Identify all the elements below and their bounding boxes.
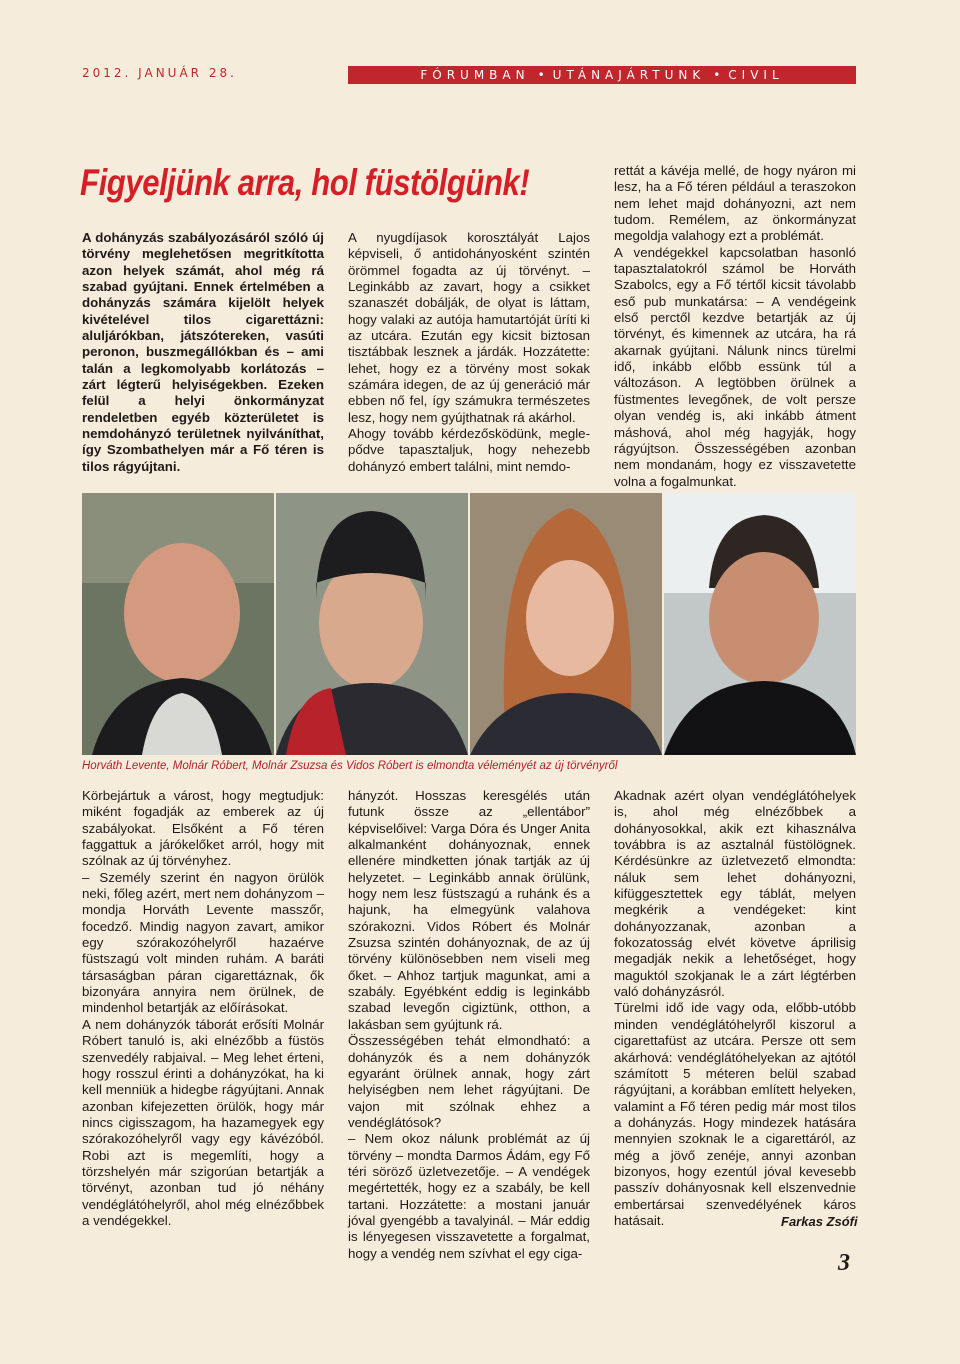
bullet-icon: • bbox=[537, 68, 545, 82]
upper-col2-text: A nyugdíjasok korosztályát Lajos képviseli, ő antidohányosként szintén örömmel fogadta az új törvényt. – Leginkább az zavart, hogy a csikket szanaszét dobálják, de olyat is láttam, hogy valaki az autója hamutartóját üríti ki az utcára. Ezután egy kicsit biztosan tisztábbak lesznek a járdák. Hozzátette: lehet, hogy ez a törvény most sokak számára idegen, de az új generáció már ebben nő fel, így számukra természetes lesz, hogy nem gyújthatnak rá akárhol. Ahogy tovább kérdezősködünk, meglepődve tapasztaljuk, hogy nehezebb dohányzó embert találni, mint nemdo- bbox=[348, 230, 590, 474]
bullet-icon: • bbox=[713, 68, 721, 82]
section-utanajartunk: UTÁNAJÁRTUNK bbox=[552, 68, 706, 82]
lead-text: A dohányzás szabályozásáról szóló új törvény meglehetősen megritkította azon helyek számát, ahol még rá szabad gyújtani. Ennek értelmében a dohányzás számára kijelölt helyek kivételével tilos cigarettázni: aluljárókban, játszótereken, vasúti peronon, buszmegállókban és – ami talán a legkomolyabb korlátozás – zárt légterű helyiségekben. Ezeken felül a helyi önkormányzat rendeletben egyéb közterületet is nemdohányzó területnek nyilváníthat, így Szombathelyen már a Fő téren is tilos rágyújtani. bbox=[82, 230, 324, 474]
upper-column-2 bbox=[348, 230, 590, 475]
portrait-strip bbox=[82, 493, 856, 755]
section-band bbox=[348, 66, 856, 84]
upper-column-3 bbox=[614, 163, 856, 490]
portrait-molnar-robert bbox=[276, 493, 468, 755]
section-civil: CIVIL bbox=[728, 68, 784, 82]
upper-col3-text: rettát a kávéja mellé, de hogy nyáron mi lesz, ha a Fő téren például a teraszokon nem lehet majd dohányozni, azt nem tudom. Remélem, az önkormányzat megoldja valahogy ezt a problémát. A vendégekkel kapcsolatban hasonló tapasztalatokról számol be Horváth Szabolcs, egy a Fő tértől kicsit távolabb eső pub munkatársa: – A vendégeink első perctől kezdve betartják az új törvényt, és kimennek az utcára, ha rá akarnak gyújtani. Nálunk nincs türelmi idő, inkább előbb essünk túl a változáson. A legtöbben örülnek a füstmentes levegőnek, de volt persze olyan vendég is, aki inkább átment máshová, ahol még hagyják, hogy rágyújtson. Összességében azonban nem mondanám, hogy ez visszavetette volna a fogalmunkat. bbox=[614, 163, 856, 489]
article-title: Figyeljünk arra, hol füstölgünk! bbox=[80, 162, 530, 203]
lower-col3-text: Akadnak azért olyan vendéglátóhelyek is, ahol még elnézőbbek a dohányosokkal, akik ezt kihasználva továbbra is az asztalnál füstölögnek. Kérdésünkre az üzletvezető elmondta: náluk sem lehet dohányozni, kifüggesztettek egy táblát, melyen megkérik a vendégeket: kint dohányozzanak, azonban a fokozatosság elvét követve áprilisig megadják nekik a lehetőséget, hogy maguktól szokjanak le a zárt légtérben való dohányzásról. Türelmi idő ide vagy oda, előbb-utóbb minden vendéglátóhelyről kiszorul a cigarettafüst az utcára. Persze ott sem akárhová: vendéglátóhelyekan az ajtótól számított 5 méteren belül szabad rágyújtani, a korábban említett helyeken, valamint a Fő téren pedig már most tilos a dohányzás. Hogy mindezek hatására mennyien szoknak le a cigarettáról, az még a jövő zenéje, annyi azonban bizonyos, hogy ezentúl jóval kevesebb passzív dohányosnak kell elszenvednie embertársai szenvedélyének káros hatásait. bbox=[614, 788, 856, 1228]
portrait-molnar-zsuzsa bbox=[470, 493, 662, 755]
section-forumban: FÓRUMBAN bbox=[420, 68, 530, 82]
lower-col2-text: hányzót. Hosszas keresgélés után futunk össze az „ellentábor” képviselőivel: Varga Dóra és Unger Anita alkalmanként dohányoznak, ennek ellenére mindketten jónak tartják az új helyzetet. – Leginkább annak örülünk, hogy nem lesz füstszagú a ruhánk és a hajunk, ha elmegyünk valahova szórakozni. Vidos Róbert és Molnár Zsuzsa szintén dohányoznak, de az új törvény különösebben nem viseli meg őket. – Ahhoz tartjuk magunkat, ami a szabály. Egyébként eddig is leginkább szabad levegőn cigiztünk, otthon, a lakásban sem gyújtunk rá. Összességében tehát elmondható: a dohányzók és a nem dohányzók egyaránt örülnek annak, hogy zárt helyiségben nem lehet rágyújtani. De vajon mit szólnak ehhez a vendéglátósok? – Nem okoz nálunk problémát az új törvény – mondta Darmos Ádám, egy Fő téri söröző üzletvezetője. – A vendégek megértették, hogy ez a szabály, be kell tartani. Hozzátette: a mostani január jóval gyengébb a tavalyinál. – Már eddig is lényegesen visszavetette a forgalmat, hogy a vendég nem szívhat el egy ciga- bbox=[348, 788, 590, 1261]
page-number: 3 bbox=[838, 1250, 850, 1276]
lower-column-1 bbox=[82, 788, 324, 1229]
lower-col1-text: Körbejártuk a várost, hogy megtudjuk: miként fogadják az emberek az új szabályokat. Elsőként a Fő téren faggattuk a járókelőket arról, hogy mit szólnak az új törvényhez. – Személy szerint én nagyon örülök neki, főleg azért, mert nem dohányzom – mondja Horváth Levente masszőr, focedző. Mindig nagyon zavart, amikor egy szórakozóhelyről hazaérve füstszagú volt minden ruhám. A baráti társaságban páran cigarettáznak, ők bizonyára annyira nem örülnek, de mindenhol betartják az előírásokat. A nem dohányzók táborát erősíti Molnár Róbert tanuló is, aki elnézőbb a füstös szenvedély rabjaival. – Meg lehet érteni, hogy rosszul érinti a dohányzókat, ha ki kell menniük a hidegbe rágyújtani. Annak azonban kifejezetten örülök, hogy már nincs cigisszagom, ha hazamegyek egy szórakozóhelyről vagy egy kávézóból. Robi azt is megemlíti, hogy a törzshelyén már szigorúan betartják a törvényt, azonban tud jó néhány vendéglátóhelyről, ahol még elnézőbbek a vendégekkel. bbox=[82, 788, 324, 1228]
issue-date: 2012. JANUÁR 28. bbox=[82, 66, 237, 80]
portrait-horvath-levente bbox=[82, 493, 274, 755]
portrait-vidos-robert bbox=[664, 493, 856, 755]
lower-column-2 bbox=[348, 788, 590, 1262]
photo-caption: Horváth Levente, Molnár Róbert, Molnár Zsuzsa és Vidos Róbert is elmondta véleményét az új törvényről bbox=[82, 760, 618, 772]
author-byline: Farkas Zsófi bbox=[781, 1214, 858, 1229]
lower-column-3 bbox=[614, 788, 856, 1229]
article-lead bbox=[82, 230, 324, 475]
